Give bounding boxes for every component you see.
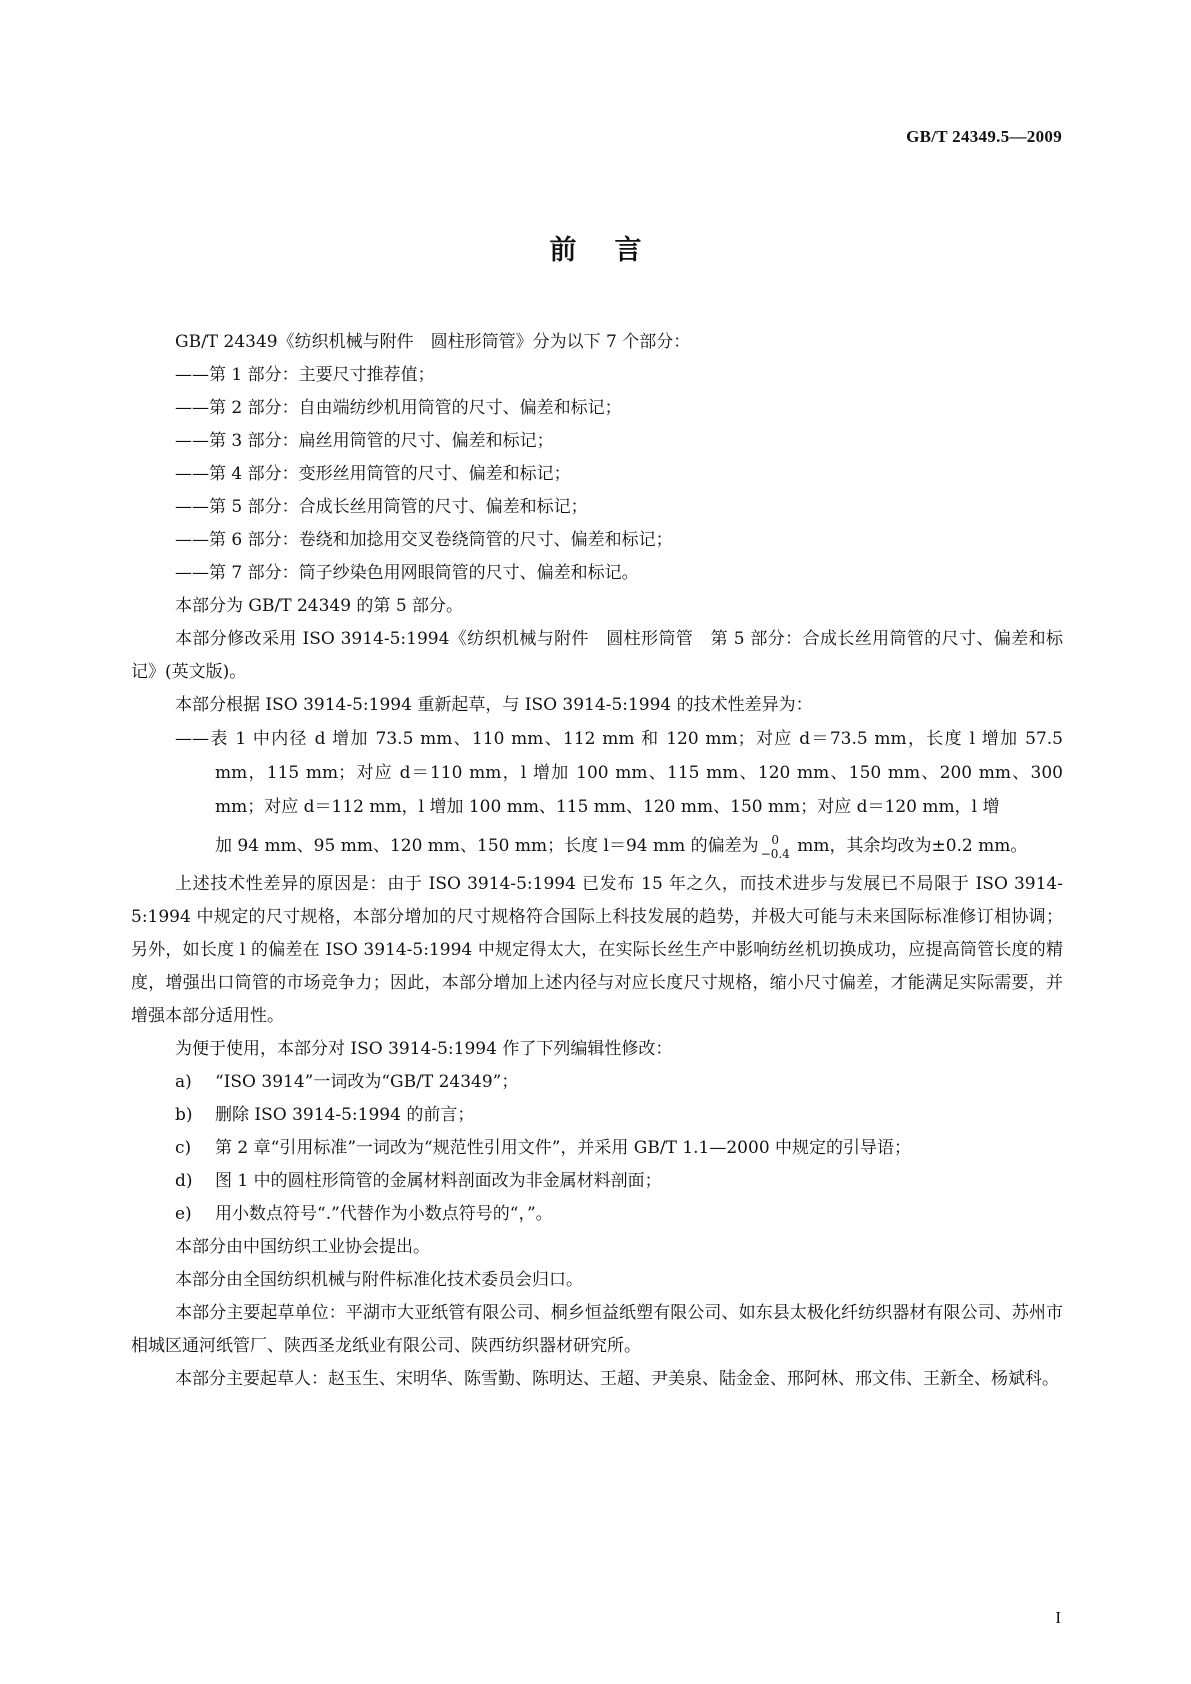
foreword-body: [131, 326, 1063, 1396]
editorial-item: [175, 1099, 1063, 1132]
part-list-item: ——第 6 部分：卷绕和加捻用交叉卷绕筒管的尺寸、偏差和标记；: [175, 530, 673, 550]
drafting-units-paragraph: 本部分主要起草单位：平湖市大亚纸管有限公司、桐乡恒益纸塑有限公司、如东县太极化纤纺织器材有限公司、苏州市相城区通河纸管厂、陕西圣龙纸业有限公司、陕西纺织器材研究所。: [131, 1303, 1063, 1356]
item-label: b): [175, 1105, 193, 1125]
part-list-item: ——第 4 部分：变形丝用筒管的尺寸、偏差和标记；: [175, 464, 571, 484]
editorial-intro: 为便于使用，本部分对 ISO 3914-5:1994 作了下列编辑性修改：: [175, 1039, 673, 1059]
item-text: 图 1 中的圆柱形筒管的金属材料剖面改为非金属材料剖面；: [215, 1171, 662, 1191]
page-title: 前言: [549, 235, 680, 266]
part-list-item: ——第 5 部分：合成长丝用筒管的尺寸、偏差和标记；: [175, 497, 588, 517]
item-text: 第 2 章“引用标准”一词改为“规范性引用文件”，并采用 GB/T 1.1—2000 中规定的引导语；: [215, 1138, 912, 1158]
adoption-paragraph: 本部分修改采用 ISO 3914-5:1994《纺织机械与附件 圆柱形筒管 第 5 部分：合成长丝用筒管的尺寸、偏差和标记》(英文版)。: [131, 629, 1063, 682]
editorial-item: [175, 1198, 1063, 1231]
part-statement: 本部分为 GB/T 24349 的第 5 部分。: [175, 596, 464, 616]
page-number: I: [1055, 1608, 1061, 1627]
technical-difference-intro: 本部分根据 ISO 3914-5:1994 重新起草，与 ISO 3914-5:1994 的技术性差异为：: [175, 695, 813, 715]
administrator-paragraph: 本部分由全国纺织机械与附件标准化技术委员会归口。: [175, 1270, 583, 1290]
part-list-item: ——第 1 部分：主要尺寸推荐值；: [175, 365, 435, 385]
part-list-item: ——第 2 部分：自由端纺纱机用筒管的尺寸、偏差和标记；: [175, 398, 622, 418]
item-text: “ISO 3914”一词改为“GB/T 24349”；: [215, 1072, 519, 1092]
tolerance-lower: −0.4: [760, 846, 790, 861]
editorial-list: [131, 1066, 1063, 1231]
item-label: a): [175, 1072, 192, 1092]
editorial-item: [175, 1132, 1063, 1165]
tolerance-upper: 0: [771, 832, 780, 847]
difference-tail-b: mm，其余均改为±0.2 mm。: [791, 836, 1028, 856]
proposer-paragraph: 本部分由中国纺织工业协会提出。: [175, 1237, 430, 1257]
difference-tail: [215, 824, 1063, 868]
technical-difference-item: [131, 722, 1063, 868]
item-label: d): [175, 1171, 193, 1191]
part-list-item: ——第 3 部分：扁丝用筒管的尺寸、偏差和标记；: [175, 431, 554, 451]
difference-tail-a: 加 94 mm、95 mm、120 mm、150 mm；长度 l＝94 mm 的偏差为: [215, 836, 759, 856]
intro-paragraph: GB/T 24349《纺织机械与附件 圆柱形筒管》分为以下 7 个部分：: [175, 332, 691, 352]
editorial-item: [175, 1066, 1063, 1099]
standard-code: GB/T 24349.5—2009: [906, 127, 1062, 146]
difference-text: ——表 1 中内径 d 增加 73.5 mm、110 mm、112 mm 和 120 mm；对应 d＝73.5 mm，长度 l 增加 57.5 mm，115 mm；对应 d＝110 mm，l 增加 100 mm、115 mm、120 mm、150 mm、200 mm、300 mm；对应 d＝112 mm，l 增加 100 mm、115 mm、120 mm、150 mm；对应 d＝120 mm，l 增: [175, 729, 1063, 817]
difference-reason-paragraph: 上述技术性差异的原因是：由于 ISO 3914-5:1994 已发布 15 年之久，而技术进步与发展已不局限于 ISO 3914-5:1994 中规定的尺寸规格，本部分增加的尺寸规格符合国际上科技发展的趋势，并极大可能与未来国际标准修订相协调；另外，如长度 l 的偏差在 ISO 3914-5:1994 中规定得太大，在实际长丝生产中影响纺丝机切换成功，应提高筒管长度的精度，增强出口筒管的市场竞争力；因此，本部分增加上述内径与对应长度尺寸规格，缩小尺寸偏差，才能满足实际需要，并增强本部分适用性。: [131, 874, 1063, 1026]
drafters-paragraph: 本部分主要起草人：赵玉生、宋明华、陈雪勤、陈明达、王超、尹美泉、陆金金、邢阿林、邢文伟、王新全、杨斌科。: [175, 1369, 1059, 1389]
tolerance-fraction: [761, 833, 790, 861]
editorial-item: [175, 1165, 1063, 1198]
item-label: c): [175, 1138, 192, 1158]
item-text: 用小数点符号“.”代替作为小数点符号的“，”。: [215, 1204, 553, 1224]
item-label: e): [175, 1204, 192, 1224]
part-list-item: ——第 7 部分：筒子纱染色用网眼筒管的尺寸、偏差和标记。: [175, 563, 639, 583]
item-text: 删除 ISO 3914-5:1994 的前言；: [215, 1105, 475, 1125]
